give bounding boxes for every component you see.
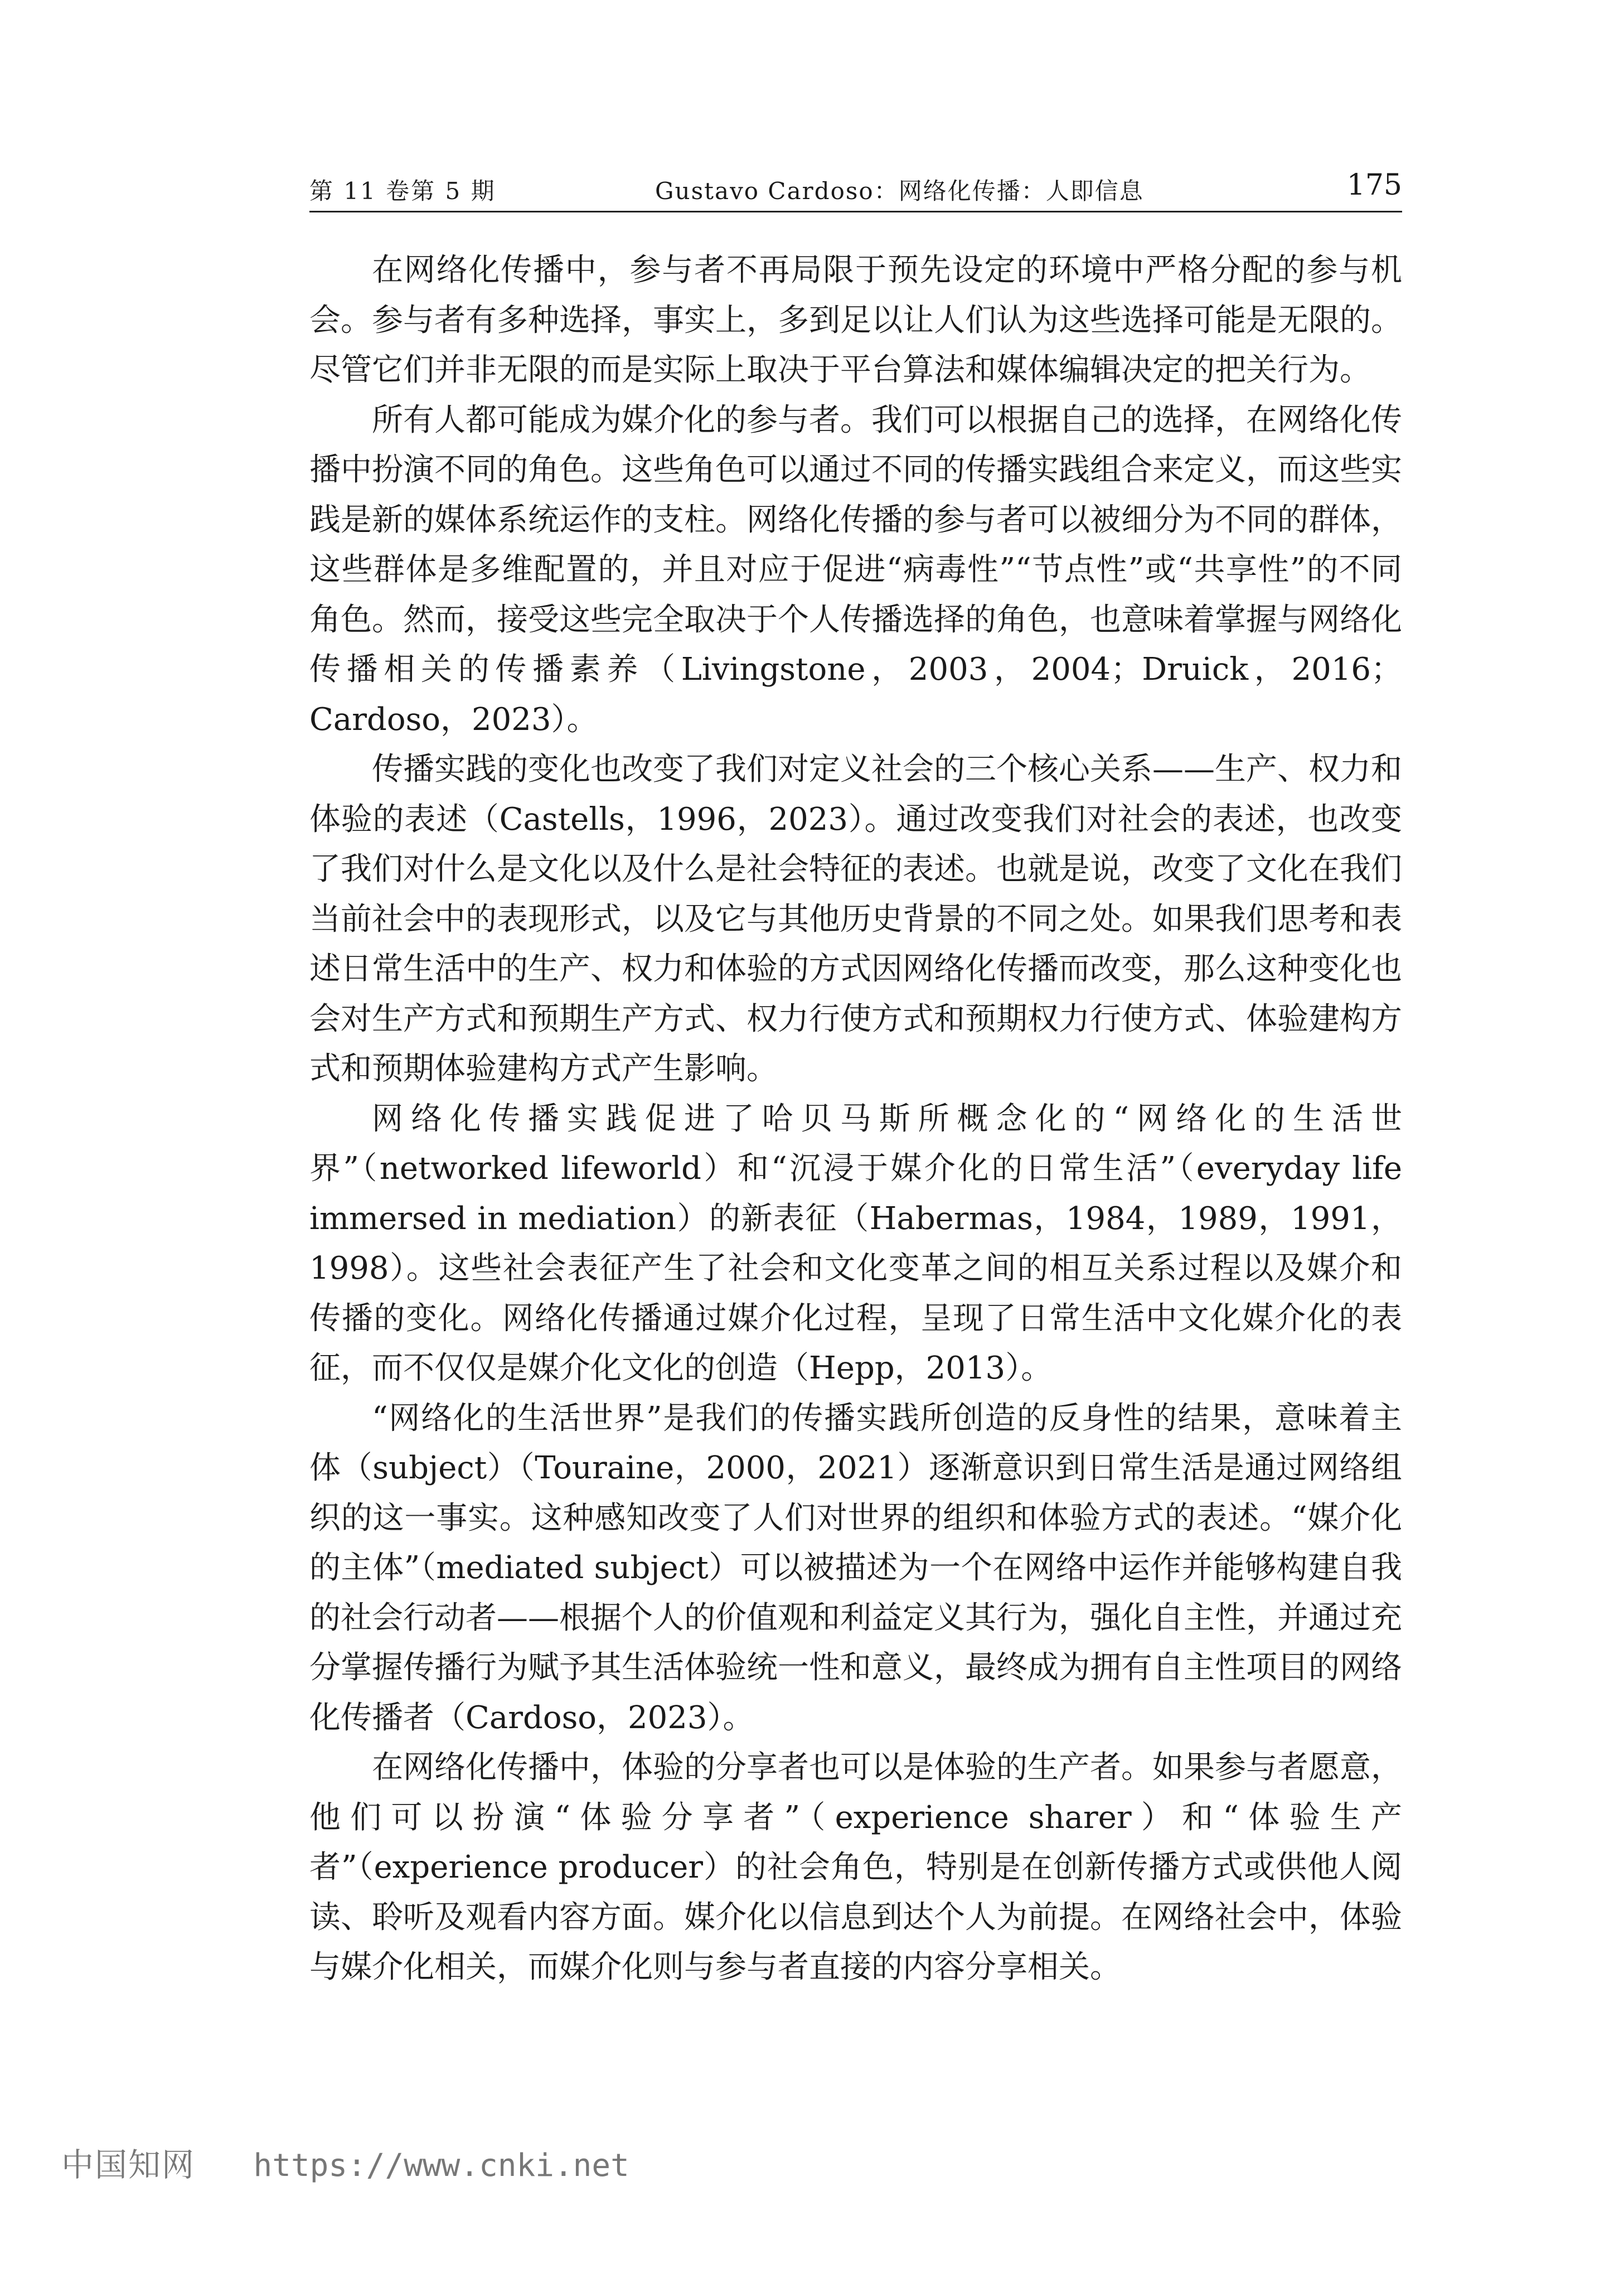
header-rule bbox=[309, 211, 1402, 212]
page-number: 175 bbox=[1346, 168, 1402, 202]
paragraph-2: 所有人都可能成为媒介化的参与者。我们可以根据自己的选择，在网络化传播中扮演不同的角色。这些角色可以通过不同的传播实践组合来定义，而这些实践是新的媒体系统运作的支柱。网络化传播的参与者可以被细分为不同的群体，这些群体是多维配置的，并且对应于促进“病毒性”“节点性”或“共享性”的不同角色。然而，接受这些完全取决于个人传播选择的角色，也意味着掌握与网络化传播相关的传播素养（Livingstone，2003，2004；Druick，2016；Cardoso，2023）。 bbox=[309, 402, 1402, 738]
running-header bbox=[309, 167, 1402, 212]
paragraph-4: 网络化传播实践促进了哈贝马斯所概念化的“网络化的生活世界”（networked lifeworld）和“沉浸于媒介化的日常生活”（everyday life immersed in mediation）的新表征（Habermas，1984，1989，1991，1998）。这些社会表征产生了社会和文化变革之间的相互关系过程以及媒介和传播的变化。网络化传播通过媒介化过程，呈现了日常生活中文化媒介化的表征，而不仅仅是媒介化文化的创造（Hepp，2013）。 bbox=[309, 1100, 1402, 1386]
cnki-url: https://www.cnki.net bbox=[253, 2147, 629, 2184]
paragraph-3: 传播实践的变化也改变了我们对定义社会的三个核心关系——生产、权力和体验的表述（Castells，1996，2023）。通过改变我们对社会的表述，也改变了我们对什么是文化以及什么是社会特征的表述。也就是说，改变了文化在我们当前社会中的表现形式，以及它与其他历史背景的不同之处。如果我们思考和表述日常生活中的生产、权力和体验的方式因网络化传播而改变，那么这种变化也会对生产方式和预期生产方式、权力行使方式和预期权力行使方式、体验建构方式和预期体验建构方式产生影响。 bbox=[309, 751, 1402, 1087]
paragraph-6: 在网络化传播中，体验的分享者也可以是体验的生产者。如果参与者愿意，他们可以扮演“体验分享者”（experience sharer）和“体验生产者”（experience producer）的社会角色，特别是在创新传播方式或供他人阅读、聆听及观看内容方面。媒介化以信息到达个人为前提。在网络社会中，体验与媒介化相关，而媒介化则与参与者直接的内容分享相关。 bbox=[309, 1749, 1402, 1985]
cnki-logo: 中国知网 bbox=[61, 2146, 196, 2184]
running-title: Gustavo Cardoso：网络化传播：人即信息 bbox=[655, 177, 1144, 205]
watermark-footer bbox=[61, 2139, 629, 2189]
volume-issue: 第 11 卷第 5 期 bbox=[309, 177, 496, 205]
paragraph-1: 在网络化传播中，参与者不再局限于预先设定的环境中严格分配的参与机会。参与者有多种选择，事实上，多到足以让人们认为这些选择可能是无限的。尽管它们并非无限的而是实际上取决于平台算法和媒体编辑决定的把关行为。 bbox=[309, 252, 1402, 388]
article-body bbox=[309, 245, 1402, 1992]
paragraph-5: “网络化的生活世界”是我们的传播实践所创造的反身性的结果，意味着主体（subject）（Touraine，2000，2021）逐渐意识到日常生活是通过网络组织的这一事实。这种感知改变了人们对世界的组织和体验方式的表述。“媒介化的主体”（mediated subject）可以被描述为一个在网络中运作并能够构建自我的社会行动者——根据个人的价值观和利益定义其行为，强化自主性，并通过充分掌握传播行为赋予其生活体验统一性和意义，最终成为拥有自主性项目的网络化传播者（Cardoso，2023）。 bbox=[309, 1400, 1402, 1736]
